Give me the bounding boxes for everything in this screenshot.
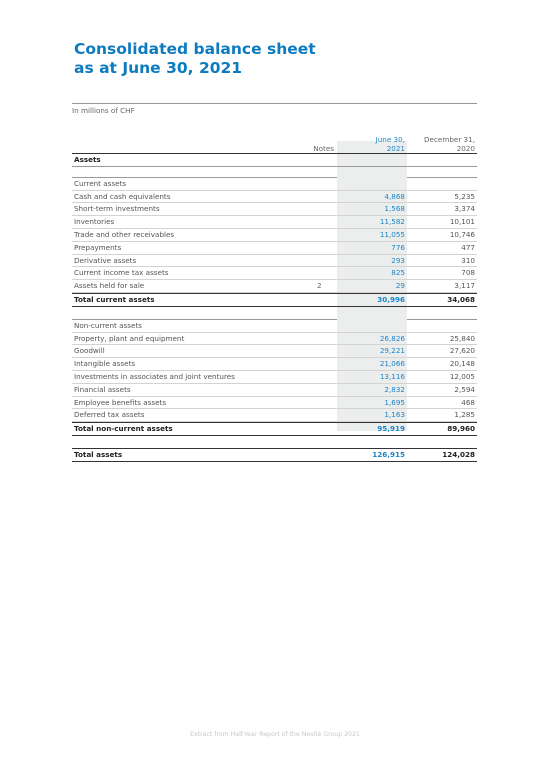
row-label: Short-term investments [74, 204, 160, 214]
row-prior-value: 468 [461, 397, 475, 407]
title-line-1: Consolidated balance sheet [74, 40, 316, 58]
row-current-value: 4,868 [384, 191, 405, 201]
table-row [72, 358, 477, 371]
prior-period-header-line2: 2020 [456, 144, 475, 153]
row-current-value: 21,066 [379, 359, 405, 369]
total-row [72, 293, 477, 307]
total-label: Total assets [74, 449, 123, 459]
row-label: Current income tax assets [74, 268, 169, 278]
row-label: Goodwill [74, 346, 105, 356]
row-current-value: 1,163 [384, 410, 405, 420]
row-label: Financial assets [74, 384, 131, 394]
row-prior-value: 12,005 [449, 371, 475, 381]
table-row [72, 191, 477, 204]
row-prior-value: 20,148 [449, 359, 475, 369]
row-current-value: 29 [395, 281, 405, 291]
current-period-header-line1: June 30, [375, 135, 405, 144]
group-heading-label: Non-current assets [74, 320, 143, 330]
table-row [72, 229, 477, 242]
page-title [74, 40, 316, 78]
total-prior-value: 34,068 [447, 294, 475, 304]
row-prior-value: 708 [461, 268, 475, 278]
spacer [72, 436, 477, 448]
row-prior-value: 27,620 [449, 346, 475, 356]
column-headers [72, 123, 477, 153]
table-row [72, 280, 477, 293]
row-label: Trade and other receivables [74, 229, 175, 239]
table-row [72, 255, 477, 268]
row-prior-value: 5,235 [454, 191, 475, 201]
row-label: Derivative assets [74, 255, 137, 265]
spacer [72, 307, 477, 320]
row-prior-value: 310 [461, 255, 475, 265]
row-prior-value: 10,101 [449, 217, 475, 227]
row-label: Employee benefits assets [74, 397, 167, 407]
row-label: Prepayments [74, 242, 122, 252]
table-row [72, 242, 477, 255]
row-current-value: 11,055 [379, 229, 405, 239]
prior-period-header-line1: December 31, [424, 135, 475, 144]
table-row [72, 203, 477, 216]
row-current-value: 293 [391, 255, 405, 265]
row-prior-value: 10,746 [449, 229, 475, 239]
row-current-value: 2,832 [384, 384, 405, 394]
total-label: Total current assets [74, 294, 155, 304]
title-line-2: as at June 30, 2021 [74, 59, 243, 77]
row-current-value: 13,116 [379, 371, 405, 381]
current-period-header [337, 135, 405, 153]
row-label: Assets held for sale [74, 281, 145, 291]
row-prior-value: 2,594 [454, 384, 475, 394]
row-note: 2 [317, 281, 322, 291]
table-row [72, 333, 477, 346]
total-label: Total non-current assets [74, 424, 173, 434]
current-assets-rows [72, 191, 477, 293]
total-current-value: 95,919 [377, 424, 405, 434]
row-label: Property, plant and equipment [74, 333, 185, 343]
current-assets-heading [72, 178, 477, 191]
section-label: Assets [74, 155, 101, 164]
noncurrent-assets-heading [72, 320, 477, 333]
row-current-value: 29,221 [379, 346, 405, 356]
table-row [72, 345, 477, 358]
group-heading-label: Current assets [74, 178, 127, 188]
total-current-value: 30,996 [377, 294, 405, 304]
units-label: In millions of CHF [72, 103, 477, 118]
total-row [72, 422, 477, 436]
row-label: Inventories [74, 217, 115, 227]
table-row [72, 384, 477, 397]
row-prior-value: 25,840 [449, 333, 475, 343]
row-current-value: 825 [391, 268, 405, 278]
row-label: Cash and cash equivalents [74, 191, 171, 201]
row-current-value: 11,582 [379, 217, 405, 227]
row-label: Deferred tax assets [74, 410, 145, 420]
row-current-value: 1,695 [384, 397, 405, 407]
row-prior-value: 477 [461, 242, 475, 252]
row-label: Intangible assets [74, 359, 136, 369]
total-prior-value: 89,960 [447, 424, 475, 434]
row-current-value: 776 [391, 242, 405, 252]
notes-header: Notes [313, 144, 334, 153]
noncurrent-assets-rows [72, 333, 477, 423]
table-row [72, 267, 477, 280]
total-current-value: 126,915 [372, 449, 405, 459]
prior-period-header [407, 135, 475, 153]
table-row [72, 409, 477, 422]
table-row [72, 397, 477, 410]
table-row [72, 371, 477, 384]
row-prior-value: 3,374 [454, 204, 475, 214]
row-current-value: 1,568 [384, 204, 405, 214]
row-prior-value: 3,117 [454, 281, 475, 291]
spacer [72, 167, 477, 178]
row-current-value: 26,826 [379, 333, 405, 343]
section-heading [72, 153, 477, 167]
page-footer: Extract from Half-Year Report of the Nestlé Group 2021 [190, 731, 360, 738]
total-prior-value: 124,028 [442, 449, 475, 459]
current-period-header-line2: 2021 [386, 144, 405, 153]
row-label: Investments in associates and joint ventures [74, 371, 235, 381]
grand-total-row [72, 448, 477, 462]
table-row [72, 216, 477, 229]
balance-sheet-table [72, 103, 477, 462]
row-prior-value: 1,285 [454, 410, 475, 420]
